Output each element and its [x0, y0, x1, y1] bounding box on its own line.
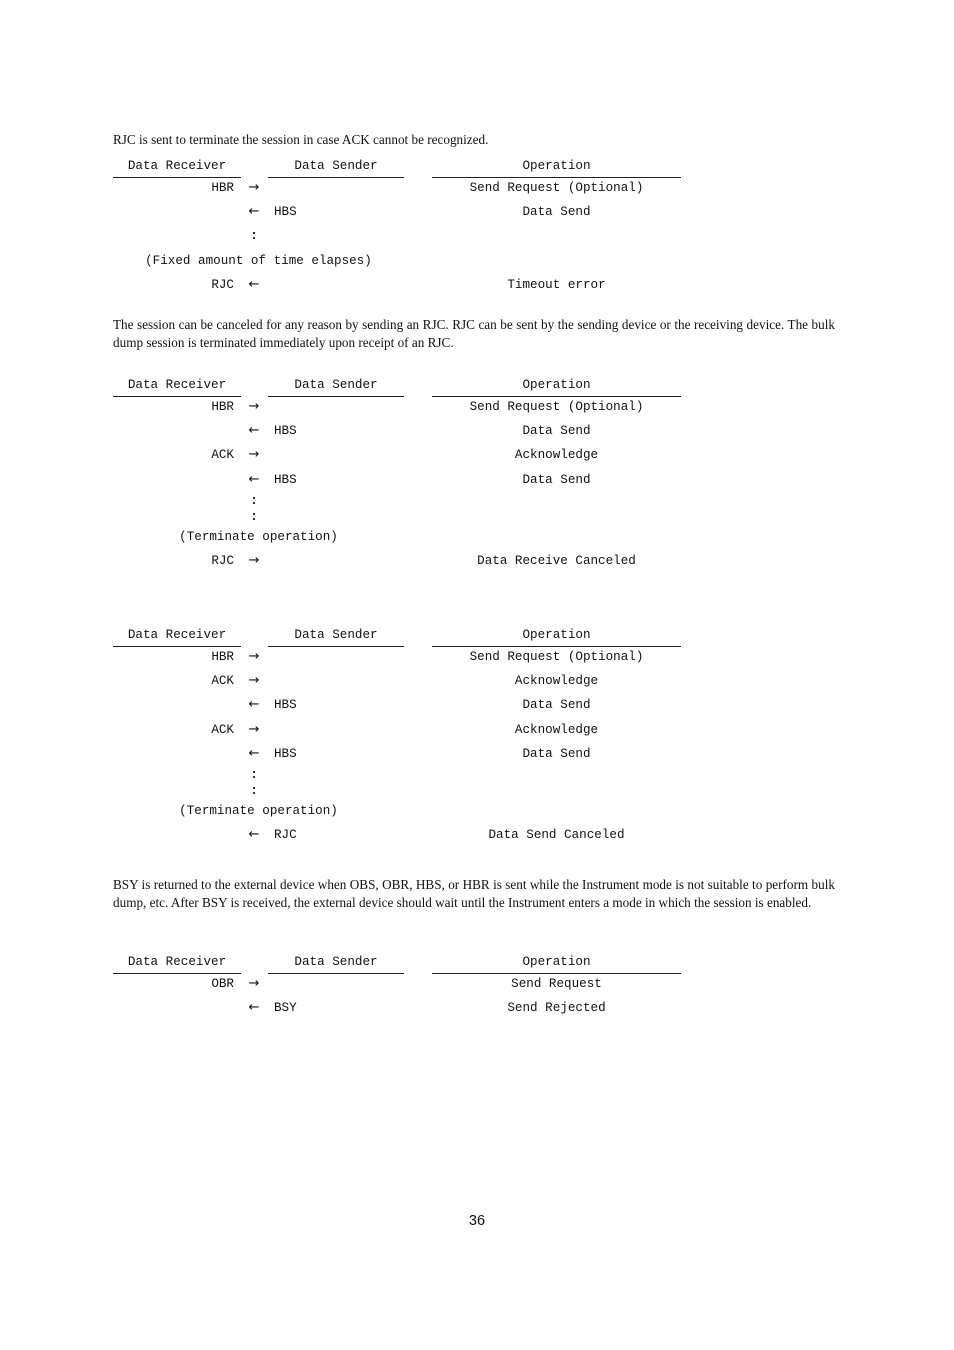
sender-message: HBS [274, 698, 297, 713]
arrow-left-icon: ← [248, 827, 260, 843]
sender-message: HBS [274, 746, 297, 761]
sequence-diagram-receive-canceled [113, 377, 683, 575]
receiver-message: RJC [211, 553, 234, 568]
sequence-row [113, 397, 683, 421]
note-text: (Fixed amount of time elapses) [145, 253, 372, 268]
sequence-row [113, 647, 683, 671]
sequence-row [113, 551, 683, 575]
note-text: (Terminate operation) [179, 803, 338, 818]
sender-message: HBS [274, 424, 297, 439]
arrow-right-icon: → [248, 649, 260, 664]
arrow-left-icon: ← [248, 423, 260, 439]
operation-label: Data Receive Canceled [477, 553, 636, 568]
continuation-row [113, 494, 683, 511]
page-number: 36 [468, 1213, 486, 1229]
sequence-row [113, 695, 683, 719]
arrow-right-icon: → [248, 399, 260, 414]
receiver-message: HBR [211, 181, 234, 195]
continuation-dots: : [250, 228, 258, 244]
arrow-left-icon: ← [248, 204, 260, 220]
sequence-diagram-send-canceled [113, 627, 683, 849]
operation-label: Send Request (Optional) [469, 400, 644, 414]
continuation-dots: : [250, 510, 258, 525]
arrow-right-icon: → [248, 673, 260, 689]
diagram-header [113, 954, 683, 974]
sequence-row [113, 470, 683, 494]
operation-label: Acknowledge [514, 448, 599, 463]
receiver-message: HBR [211, 400, 234, 414]
diagram-header [113, 377, 683, 397]
operation-label: Acknowledge [514, 674, 599, 689]
operation-label: Send Request (Optional) [469, 181, 644, 195]
paragraph-rjc-cancel: The session can be canceled for any reason by sending an RJC. RJC can be sent by the sending device or the receiving device. The bulk dump session is terminated immediately upon receipt of an RJC. [113, 317, 835, 350]
sender-message: RJC [274, 828, 297, 843]
operation-label: Data Send [522, 205, 591, 220]
continuation-row [113, 784, 683, 801]
operation-label: Data Send [522, 424, 591, 439]
arrow-right-icon: → [248, 180, 260, 195]
operation-label: Send Request (Optional) [469, 650, 644, 664]
note-text: (Terminate operation) [179, 529, 338, 544]
sequence-diagram-busy [113, 954, 683, 1022]
sequence-row [113, 720, 683, 744]
operation-label: Data Send [522, 698, 591, 713]
header-data-receiver: Data Receiver [113, 627, 241, 647]
paragraph-bsy: BSY is returned to the external device when OBS, OBR, HBS, or HBR is sent while the Instrument mode is not suitable to perform bulk dump, etc. After BSY is received, the external device should wait until the Instrument enters a mode in which the session is enabled. [113, 877, 835, 910]
receiver-message: ACK [211, 448, 234, 463]
header-data-sender: Data Sender [268, 627, 404, 647]
continuation-row [113, 510, 683, 527]
receiver-message: OBR [211, 977, 234, 991]
header-operation: Operation [432, 158, 681, 178]
sequence-row [113, 178, 683, 202]
operation-label: Data Send [522, 746, 591, 761]
operation-label: Data Send Canceled [488, 828, 625, 843]
arrow-left-icon: ← [248, 697, 260, 713]
arrow-right-icon: → [248, 447, 260, 463]
receiver-message: ACK [211, 674, 234, 689]
sequence-row [113, 744, 683, 768]
note-row [113, 251, 683, 275]
operation-label: Send Rejected [507, 1001, 606, 1016]
sequence-row [113, 998, 683, 1022]
diagram-header [113, 158, 683, 178]
arrow-right-icon: → [248, 721, 260, 737]
sender-message: HBS [274, 472, 297, 487]
arrow-right-icon: → [248, 976, 260, 991]
receiver-message: RJC [211, 277, 234, 292]
paragraph-rjc-timeout: RJC is sent to terminate the session in case ACK cannot be recognized. [113, 132, 489, 147]
arrow-left-icon: ← [248, 471, 260, 487]
header-data-receiver: Data Receiver [113, 954, 241, 974]
operation-label: Timeout error [507, 277, 606, 292]
continuation-dots: : [250, 767, 258, 782]
operation-label: Data Send [522, 472, 591, 487]
continuation-dots: : [250, 784, 258, 799]
continuation-row [113, 226, 683, 250]
sequence-row [113, 421, 683, 445]
sequence-row [113, 445, 683, 469]
header-data-sender: Data Sender [268, 954, 404, 974]
note-row [113, 801, 683, 825]
header-data-receiver: Data Receiver [113, 377, 241, 397]
arrow-right-icon: → [248, 552, 260, 568]
sequence-diagram-timeout [113, 158, 683, 299]
receiver-message: HBR [211, 650, 234, 664]
sender-message: BSY [274, 1001, 297, 1016]
header-data-receiver: Data Receiver [113, 158, 241, 178]
sender-message: HBS [274, 205, 297, 220]
sequence-row [113, 275, 683, 299]
header-operation: Operation [432, 377, 681, 397]
header-data-sender: Data Sender [268, 158, 404, 178]
sequence-row [113, 825, 683, 849]
operation-label: Send Request [511, 977, 602, 991]
header-operation: Operation [432, 954, 681, 974]
sequence-row [113, 974, 683, 998]
receiver-message: ACK [211, 722, 234, 737]
continuation-dots: : [250, 493, 258, 508]
note-row [113, 527, 683, 551]
sequence-row [113, 202, 683, 226]
arrow-left-icon: ← [248, 276, 260, 292]
continuation-row [113, 768, 683, 785]
sequence-row [113, 671, 683, 695]
arrow-left-icon: ← [248, 1000, 260, 1016]
operation-label: Acknowledge [514, 722, 599, 737]
header-operation: Operation [432, 627, 681, 647]
arrow-left-icon: ← [248, 745, 260, 761]
header-data-sender: Data Sender [268, 377, 404, 397]
diagram-header [113, 627, 683, 647]
